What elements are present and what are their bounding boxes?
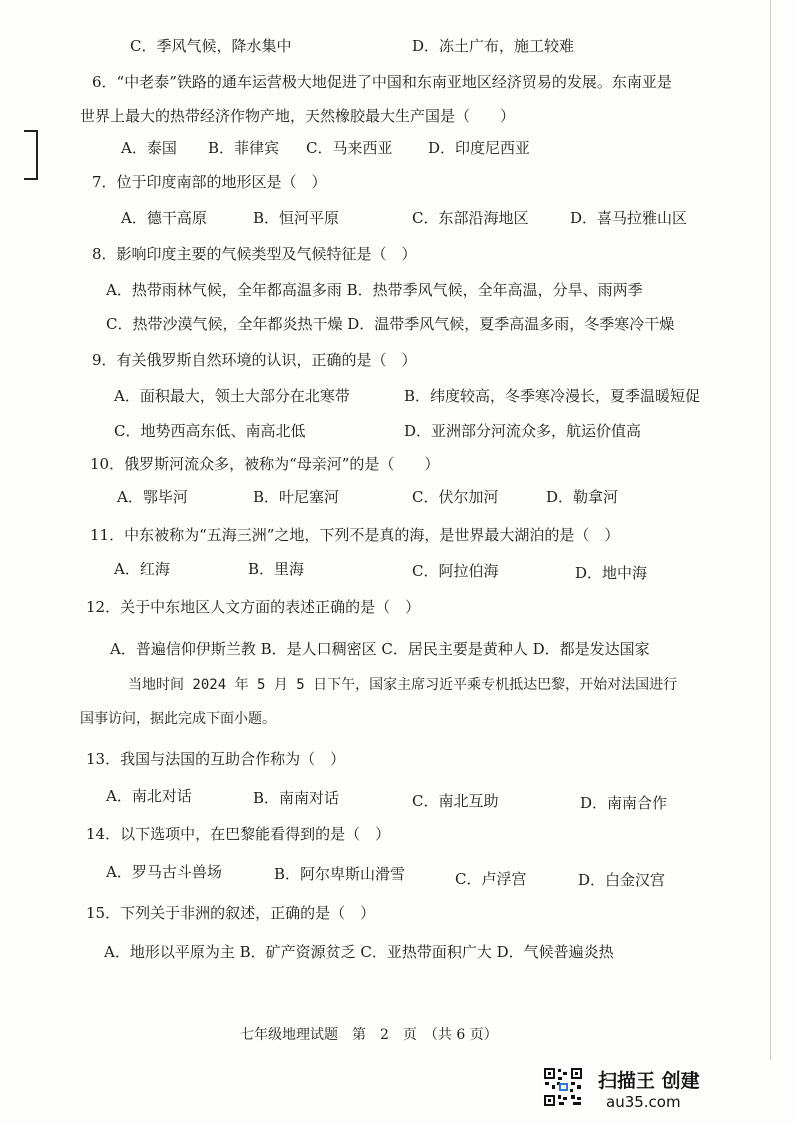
passage-line2: 国事访问，据此完成下面小题。 [80,711,276,727]
q7-option-c: C．东部沿海地区 [412,209,529,227]
q10-option-a: A．鄂毕河 [117,488,188,506]
q6-option-d: D．印度尼西亚 [428,139,531,157]
q14-stem: 14．以下选项中，在巴黎能看得到的是（ ） [86,825,391,843]
q10-option-c: C．伏尔加河 [412,488,499,506]
q11-option-d: D．地中海 [575,564,648,582]
q6-stem-line2: 世界上最大的热带经济作物产地，天然橡胶最大生产国是（ ） [80,107,516,125]
q11-stem: 11．中东被称为“五海三洲”之地，下列不是真的海，是世界最大湖泊的是（ ） [90,526,620,544]
q13-stem: 13．我国与法国的互助合作称为（ ） [86,750,346,768]
q7-option-b: B．恒河平原 [253,209,340,227]
qr-code-icon [543,1067,583,1107]
q8-options-cd: C．热带沙漠气候，全年都炎热干燥 D．温带季风气候，夏季高温多雨，冬季寒冷干燥 [106,315,675,333]
q10-stem: 10．俄罗斯河流众多，被称为“母亲河”的是（ ） [90,455,440,473]
q10-option-d: D．勒拿河 [546,488,619,506]
q7-option-d: D．喜马拉雅山区 [570,209,688,227]
q7-stem: 7．位于印度南部的地形区是（ ） [92,173,327,191]
q13-option-a: A．南北对话 [106,787,192,805]
q11-option-b: B．里海 [248,560,305,578]
q14-option-c: C．卢浮宫 [455,870,527,888]
q6-option-c: C．马来西亚 [306,139,393,157]
q15-options: A．地形以平原为主 B．矿产资源贫乏 C．亚热带面积广大 D．气候普遍炎热 [104,943,614,961]
q5-option-d: D．冻土广布，施工较难 [412,37,575,55]
scan-edge-line [770,0,771,1060]
margin-bracket [24,130,38,180]
q13-option-d: D．南南合作 [580,794,668,812]
q7-option-a: A．德干高原 [121,209,207,227]
scanner-site: au35.com [606,1093,681,1111]
q11-option-c: C．阿拉伯海 [412,562,499,580]
q9-option-b: B．纬度较高，冬季寒冷漫长，夏季温暖短促 [404,387,701,405]
q6-stem-line1: 6．“中老泰”铁路的通车运营极大地促进了中国和东南亚地区经济贸易的发展。东南亚是 [92,73,672,91]
q9-option-c: C．地势西高东低、南高北低 [114,422,306,440]
q6-option-a: A．泰国 [121,139,177,157]
q9-option-a: A．面积最大，领土大部分在北寒带 [114,387,350,405]
scanner-brand: 扫描王 创建 [598,1070,700,1092]
q9-option-d: D．亚洲部分河流众多，航运价值高 [404,422,642,440]
q13-option-b: B．南南对话 [253,789,340,807]
q8-options-ab: A．热带雨林气候，全年都高温多雨 B．热带季风气候，全年高温，分旱、雨两季 [106,281,643,299]
q12-stem: 12．关于中东地区人文方面的表述正确的是（ ） [86,598,421,616]
q15-stem: 15．下列关于非洲的叙述，正确的是（ ） [86,904,376,922]
q10-option-b: B．叶尼塞河 [253,488,340,506]
q14-option-a: A．罗马古斗兽场 [106,863,222,881]
q11-option-a: A．红海 [114,560,170,578]
q6-option-b: B．菲律宾 [208,139,280,157]
q12-options: A．普遍信仰伊斯兰教 B．是人口稠密区 C．居民主要是黄种人 D．都是发达国家 [110,640,650,658]
q14-option-d: D．白金汉宫 [578,871,666,889]
q13-option-c: C．南北互助 [412,792,499,810]
q14-option-b: B．阿尔卑斯山滑雪 [274,865,406,883]
q5-option-c: C．季风气候，降水集中 [130,37,292,55]
q8-stem: 8．影响印度主要的气候类型及气候特征是（ ） [92,245,417,263]
passage-line1: 当地时间 2024 年 5 月 5 日下午，国家主席习近平乘专机抵达巴黎，开始对法国进行 [128,677,678,693]
q9-stem: 9．有关俄罗斯自然环境的认识，正确的是（ ） [92,351,417,369]
page-footer: 七年级地理试题 第 2 页 （共 6 页） [240,1027,498,1043]
